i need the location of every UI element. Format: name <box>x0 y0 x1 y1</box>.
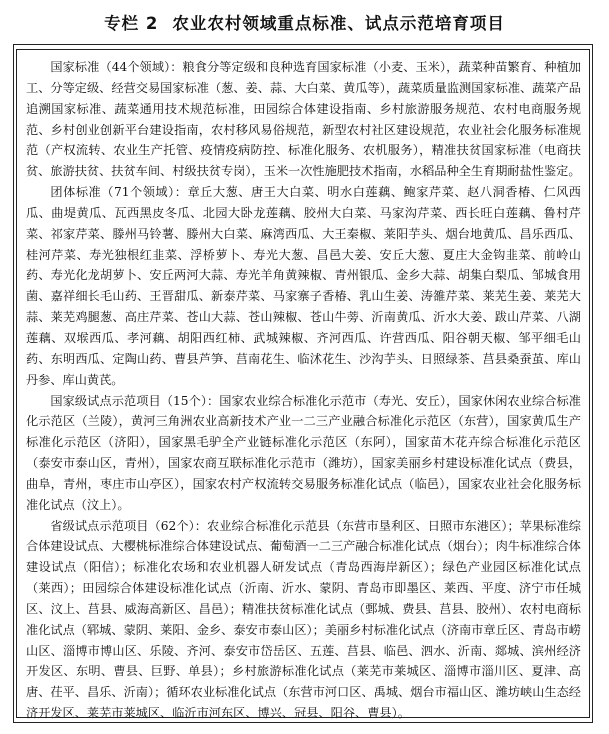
page-title <box>0 10 609 34</box>
column-tag: 专栏 2 <box>104 14 159 33</box>
paragraph-national-pilot-projects: 国家级试点示范项目（15个）：国家农业综合标准化示范市（寿光、安丘），国家休闲农业综合标准化示范区（兰陵），黄河三角洲农业高新技术产业一二三产业融合标准化示范区（东营），国家黄瓜生产标准化示范区（济阳），国家黑毛驴全产业链标准化示范区（东阿），国家苗木花卉综合标准化示范区（泰安市泰山区，青州），国家农商互联标准化示范市（潍坊），国家美丽乡村建设标准化试点（费县，曲阜，青州，枣庄市山亭区），国家农村产权流转交易服务标准化试点（临邑），国家农业社会化服务标准化试点（汶上）。 <box>26 393 581 512</box>
content-box <box>16 49 590 721</box>
column-title: 农业农村领域重点标准、试点示范培育项目 <box>172 14 505 33</box>
paragraph-provincial-pilot-projects: 省级试点示范项目（62个）：农业综合标准化示范县（东营市垦利区、日照市东港区）；苹果标准综合体建设试点、大樱桃标准综合体建设试点、葡萄酒一二三产融合标准化试点（烟台）；肉牛标准综合体建设试点（阳信）；标准化农场和农业机器人研发试点（青岛西海岸新区）；绿色产业园区标准化试点（莱西）；田园综合体建设标准化试点（沂南、沂水、蒙阴、青岛市即墨区、莱西、平度、济宁市任城区、汶上、莒县、威海高新区、昌邑）；精准扶贫标准化试点（鄄城、费县、莒县、胶州）、农村电商标准化试点（郓城、蒙阴、莱阳、金乡、泰安市泰山区）；美丽乡村标准化试点（济南市章丘区、青岛市崂山区、淄博市博山区、乐陵、齐河、泰安市岱岳区、五莲、莒县、临邑、泗水、沂南、郯城、滨州经济开发区、东明、曹县、巨野、单县）；乡村旅游标准化试点（莱芜市莱城区、淄博市淄川区、夏津、高唐、茌平、昌乐、沂南）；循环农业标准化试点（东营市河口区、禹城、烟台市福山区、潍坊峡山生态经济开发区、莱芜市莱城区、临沂市河东区、博兴、冠县、阳谷、曹县）。 <box>26 518 581 721</box>
paragraph-national-standards: 国家标准（44个领域）：粮食分等定级和良种选育国家标准（小麦、玉米），蔬菜种苗繁育、种植加工、分等定级、经营交易国家标准（葱、姜、蒜、大白菜、黄瓜等），蔬菜质量监测国家标准、蔬菜产品追溯国家标准、蔬菜通用技术规范标准，田园综合体建设指南、乡村旅游服务规范、农村电商服务规范、乡村创业创新平台建设指南，农村移风易俗规范，新型农村社区建设规范，农业社会化服务标准规范（产权流转、农业生产托管、疫情疫病防控、标准化服务、农机服务），精准扶贫国家标准（电商扶贫、旅游扶贫、扶贫车间、村级扶贫专岗），玉米一次性施肥技术指南，水稻品种全生育期耐盐性鉴定。 <box>26 60 581 179</box>
paragraph-group-standards: 团体标准（71个领域）：章丘大葱、唐王大白菜、明水白莲藕、鲍家芹菜、赵八洞香椿、仁风西瓜、曲堤黄瓜、瓦西黑皮冬瓜、北园大卧龙莲藕、胶州大白菜、马家沟芹菜、西长旺白莲藕、鲁村芹菜、祁家芹菜、滕州马铃薯、滕州大白菜、麻湾西瓜、大王秦椒、莱阳芋头、烟台地黄瓜、昌乐西瓜、桂河芹菜、寿光独根红韭菜、浮桥萝卜、寿光大葱、昌邑大姜、安丘大葱、夏庄大金钩韭菜、前岭山药、寿光化龙胡萝卜、安丘两河大蒜、寿光羊角黄辣椒、青州银瓜、金乡大蒜、胡集白梨瓜、邹城食用菌、嘉祥细长毛山药、王晋甜瓜、新泰芹菜、马家寨子香椿、乳山生姜、涛雒芹菜、莱芜生姜、莱芜大蒜、莱芜鸡腿葱、高庄芹菜、苍山大蒜、苍山辣椒、苍山牛蒡、沂南黄瓜、沂水大姜、跋山芹菜、八湖莲藕、双堠西瓜、孝河藕、胡阳西红柿、武城辣椒、齐河西瓜、许营西瓜、阳谷朝天椒、邹平细毛山药、东明西瓜、定陶山药、曹县芦笋、莒南花生、临沭花生、沙沟芋头、日照绿茶、莒县桑蚕茧、库山丹参、库山黄芪。 <box>26 185 581 387</box>
